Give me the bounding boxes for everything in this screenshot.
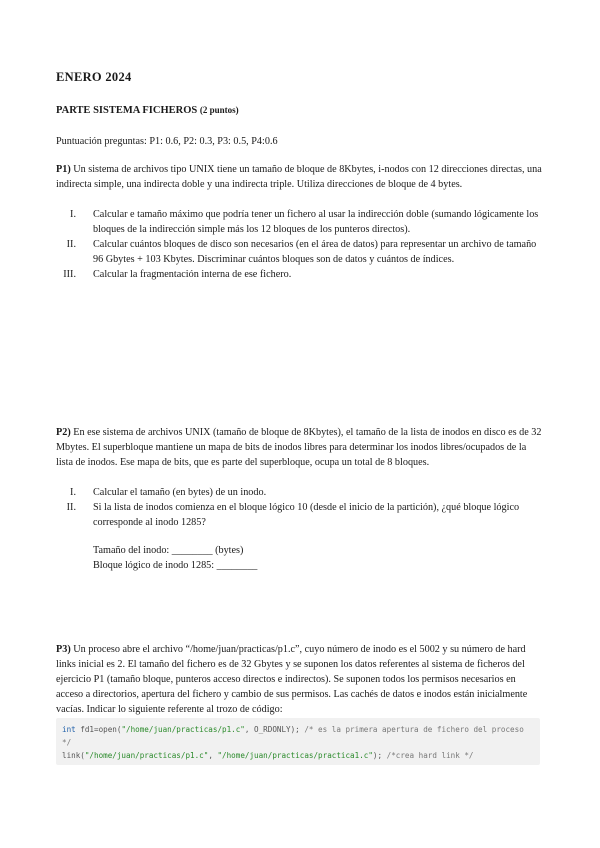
code-text: fd1=open(: [75, 725, 122, 734]
code-keyword: int: [62, 725, 76, 734]
list-item: [56, 267, 544, 282]
question-p2: [56, 425, 544, 470]
question-label: P1): [56, 164, 71, 175]
inode-size-answer: Tamaño del inodo: ________ (bytes): [93, 545, 244, 556]
item-number: III.: [63, 269, 76, 280]
item-text: Calcular e tamaño máximo que podría tener un fichero al usar la indirección doble (sumando lógicamente los bloques de la indirección simple más los 12 bloques de los punteros directos).: [93, 209, 539, 235]
question-text: Un sistema de archivos tipo UNIX tiene un tamaño de bloque de 8Kbytes, i-nodos con 12 direcciones directas, una indirecta simple, una indirecta doble y una indirecta triple. Utiliza direcciones de bloque de 4 bytes.: [56, 164, 542, 190]
p1-item-list: [56, 207, 544, 282]
page-title: ENERO 2024: [56, 70, 132, 84]
item-number: II.: [66, 239, 76, 250]
item-number: I.: [70, 487, 76, 498]
code-text: , O_RDONLY);: [244, 725, 305, 734]
code-text: link(: [62, 751, 85, 760]
item-number: I.: [70, 209, 76, 220]
question-text: Un proceso abre el archivo “/home/juan/practicas/p1.c”, cuyo número de inodo es el 5002 y su número de hard links inicial es 2. El tamaño del fichero es de 32 Gbytes y se suponen los datos referentes al sistema de ficheros del ejercicio P1 (tamaño bloque, punteros acceso directos e indirectos). Se suponen todos los permisos necesarios en acceso a directorios, apertura del fichero y cambio de sus permisos. Las cachés de datos e inodos están inicialmente vacías. Indicar lo siguiente referente al trozo de código:: [56, 644, 528, 715]
code-comment: /* es la primera apertura de fichero del proceso */: [62, 725, 529, 747]
question-label: P2): [56, 427, 71, 438]
section-title: [56, 103, 239, 118]
question-p1: [56, 162, 544, 192]
item-text: Si la lista de inodos comienza en el bloque lógico 10 (desde el inicio de la partición), ¿qué bloque lógico corresponde al inodo 1285?: [93, 502, 520, 528]
code-text: );: [372, 751, 387, 760]
question-label: P3): [56, 644, 71, 655]
item-number: II.: [66, 502, 76, 513]
p2-item-list: [56, 485, 544, 530]
code-comment: /*crea hard link */: [386, 751, 474, 760]
list-item: [56, 500, 544, 530]
code-snippet: [56, 718, 540, 765]
code-text: ,: [208, 751, 218, 760]
code-string: "/home/juan/practicas/p1.c": [84, 751, 209, 760]
list-item: [56, 485, 544, 500]
code-string: "/home/juan/practicas/practica1.c": [217, 751, 373, 760]
section-points: (2 puntos): [199, 105, 239, 115]
section-name: PARTE SISTEMA FICHEROS: [56, 105, 198, 116]
item-text: Calcular cuántos bloques de disco son necesarios (en el área de datos) para representar un archivo de tamaño 96 Gbytes + 103 Kbytes. Discriminar cuántos bloques son de datos y cuántos de índices.: [93, 239, 537, 265]
inode-block-answer: Bloque lógico de inodo 1285: ________: [93, 560, 258, 571]
item-text: Calcular la fragmentación interna de ese fichero.: [93, 269, 292, 280]
question-p3: [56, 642, 544, 717]
list-item: [56, 237, 544, 267]
code-string: "/home/juan/practicas/p1.c": [121, 725, 245, 734]
question-text: En ese sistema de archivos UNIX (tamaño de bloque de 8Kbytes), el tamaño de la lista de inodos en disco es de 32 Mbytes. El superbloque mantiene un mapa de bits de inodos libres para determinar los inodos libres/ocupados de la lista de inodos. Ese mapa de bits, que es parte del superbloque, ocupa un total de 8 bloques.: [56, 427, 542, 468]
list-item: [56, 207, 544, 237]
scoring-line: Puntuación preguntas: P1: 0.6, P2: 0.3, P3: 0.5, P4:0.6: [56, 136, 278, 147]
item-text: Calcular el tamaño (en bytes) de un inodo.: [93, 487, 267, 498]
